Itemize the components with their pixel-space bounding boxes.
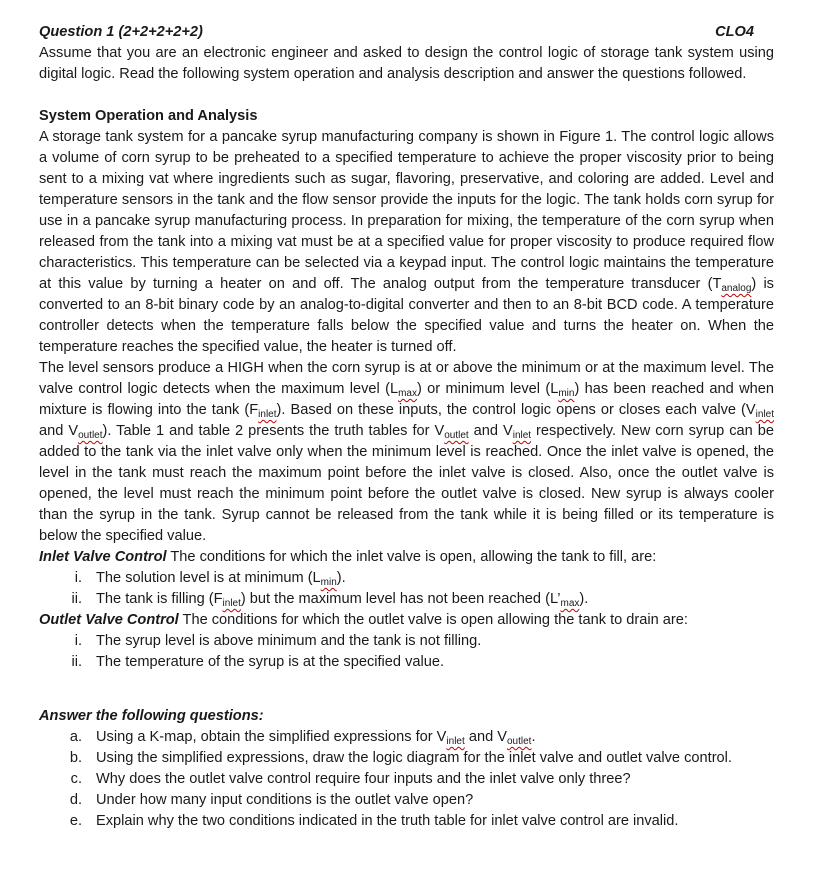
list-item: i. The solution level is at minimum $(L_{min})$. — [74, 570, 346, 588]
question-title: Question 1 (2+2+2+2+2) — [39, 24, 203, 40]
section-heading: System Operation and Analysis — [39, 108, 258, 124]
answers-heading: Answer the following questions: — [39, 708, 264, 724]
inlet-valve-control: Inlet Valve Control The conditions for which the inlet valve is open, allowing the tank to fill, are: — [39, 549, 657, 565]
list-item: i. The syrup level is above minimum and the tank is not filling. — [74, 633, 482, 649]
list-item: ii. The tank is filling $(F_{inlet})$ but the maximum level has not been reached $(L’_{max})$. — [71, 591, 589, 609]
inlet-heading: Inlet Valve Control — [39, 549, 167, 565]
inlet-conditions-list — [39, 568, 774, 610]
outlet-valve-control: Outlet Valve Control The conditions for which the outlet valve is open allowing the tank to drain are: — [39, 612, 688, 628]
paragraph-system-operation: A storage tank system for a pancake syrup manufacturing company is shown in Figure 1. The control logic allows a volume of corn syrup to be preheated to a specified temperature to achieve the proper viscosity prior to being sent to a mixing vat where ingredients such as sugar, flavoring, preservative, and coloring are added. Level and temperature sensors in the tank and the flow sensor provide the inputs for the logic. The tank holds corn syrup for use in a pancake syrup manufacturing process. In preparation for mixing, the temperature of the corn syrup when released from the tank into a mixing vat must be at a specified value for proper viscosity to produce required flow characteristics. This temperature can be selected via a keypad input. The control logic maintains the temperature at this value by turning a heater on and off. The analog output from the temperature transducer $(T_{analog})$ is converted to an 8-bit binary code by an analog-to-digital converter and then to an 8-bit BCD code. A temperature controller detects when the temperature falls below the specified value and turns the heater on. When the temperature reaches the specified value, the heater is turned off. — [39, 129, 774, 355]
list-item: ii. The temperature of the syrup is at the specified value. — [71, 654, 445, 670]
list-item: a. Using a K-map, obtain the simplified expressions for $V_{inlet}$ and $V_{outlet}$. — [69, 729, 536, 747]
list-item: c. Why does the outlet valve control require four inputs and the inlet valve only three? — [70, 771, 631, 787]
list-item: b. Using the simplified expressions, draw the logic diagram for the inlet valve and outlet valve control. — [69, 750, 732, 766]
question-header — [39, 22, 774, 43]
clo-label: CLO4 — [715, 24, 754, 40]
answers-list — [39, 727, 774, 832]
outlet-conditions-list — [39, 631, 774, 673]
list-item: e. Explain why the two conditions indicated in the truth table for inlet valve control are invalid. — [69, 813, 679, 829]
list-item: d. Under how many input conditions is the outlet valve open? — [69, 792, 474, 808]
paragraph-level-sensors: The level sensors produce a HIGH when the corn syrup is at or above the minimum or at the maximum level. The valve control logic detects when the maximum level $(L_{max})$ or minimum level $(L_{min})$ has been reached and when mixture is flowing into the tank $(F_{inlet})$. Based on these inputs, the control logic opens or closes each valve ($V_{inlet}$ and $V_{outlet}$). Table 1 and table 2 presents the truth tables for $V_{outlet}$ and $V_{inlet}$ respectively. New corn syrup can be added to the tank via the inlet valve only when the minimum level is reached. Once the inlet valve is opened, the level in the tank must reach the maximum point before the inlet valve is closed. Also, once the outlet valve is opened, the level must reach the minimum point before the outlet valve is closed. New syrup is always cooler than the syrup in the tank. Syrup cannot be released from the tank while it is being filled or its temperature is below the specified value. — [39, 360, 775, 544]
question-intro: Assume that you are an electronic engineer and asked to design the control logic of storage tank system using digital logic. Read the following system operation and analysis description and answer the questions followed. — [39, 45, 774, 82]
document — [39, 22, 774, 832]
outlet-heading: Outlet Valve Control — [39, 612, 179, 628]
